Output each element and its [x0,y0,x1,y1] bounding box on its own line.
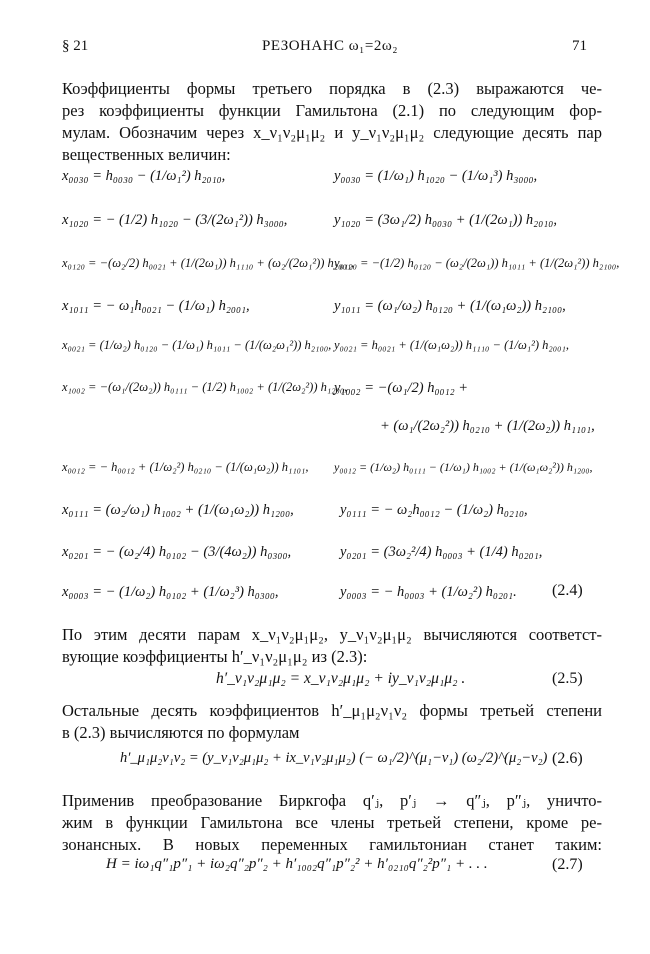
equation-2-5: h′_ν₁ν₂μ₁μ₂ = x_ν₁ν₂μ₁μ₂ + iy_ν₁ν₂μ₁μ₂ . [216,670,466,687]
equation-number-2-7: (2.7) [552,856,583,873]
equation-2-7: H = iω₁q″₁p″₁ + iω₂q″₂p″₂ + h′₁₀₀₂q″₁p″₂² + h′₀₂₁₀q″₂²p″₁ + . . . [106,856,488,872]
intro-paragraph [62,78,602,166]
equation-x0120: x₀₁₂₀ = −(ω₂/2) h₀₀₂₁ + (1/(2ω₁)) h₁₁₁₀ + (ω₂/(2ω₁²)) h₂₀₀₁, [62,256,355,270]
equation-number-2-4: (2.4) [552,582,583,599]
text-line: вещественных величин: [62,145,231,164]
equation-y1020: y₁₀₂₀ = (3ω₁/2) h₀₀₃₀ + (1/(2ω₁)) h₂₀₁₀, [334,212,557,228]
section-label: § 21 [62,38,89,54]
equation-y0003: y₀₀₀₃ = − h₀₀₀₃ + (1/ω₂²) h₀₂₀₁. [340,584,517,600]
equation-number-2-6: (2.6) [552,750,583,767]
text-line: мулам. Обозначим через x_ν₁ν₂μ₁μ₂ и y_ν₁ν₂μ₁μ₂ следующие десять пар [62,123,602,142]
equation-x0111: x₀₁₁₁ = (ω₂/ω₁) h₁₀₀₂ + (1/(ω₁ω₂)) h₁₂₀₀, [62,502,294,518]
text-line: рез коэффициенты функции Гамильтона (2.1) по следующим фор- [62,101,602,120]
equation-2-6: h′_μ₁μ₂ν₁ν₂ = (y_ν₁ν₂μ₁μ₂ + ix_ν₁ν₂μ₁μ₂) (− ω₁/2)^(μ₁−ν₁) (ω₂/2)^(μ₂−ν₂) [120,750,548,766]
equation-x1020: x₁₀₂₀ = − (1/2) h₁₀₂₀ − (3/(2ω₁²)) h₃₀₀₀, [62,212,288,228]
equation-x0030: x₀₀₃₀ = h₀₀₃₀ − (1/ω₁²) h₂₀₁₀, [62,168,226,184]
equation-x0021: x₀₀₂₁ = (1/ω₂) h₀₁₂₀ − (1/ω₁) h₁₀₁₁ − (1/(ω₂ω₁²)) h₂₁₀₀, [62,338,332,352]
equation-y0030: y₀₀₃₀ = (1/ω₁) h₁₀₂₀ − (1/ω₁³) h₃₀₀₀, [334,168,538,184]
text-line: жим в функции Гамильтона все члены третьей степени, кроме ре- [62,813,602,832]
equation-x0012: x₀₀₁₂ = − h₀₀₁₂ + (1/ω₂²) h₀₂₁₀ − (1/(ω₁ω₂)) h₁₁₀₁, [62,460,309,474]
text-line: Коэффициенты формы третьего порядка в (2.3) выражаются че- [62,79,602,98]
paragraph-3 [62,700,602,744]
equation-x0201: x₀₂₀₁ = − (ω₂/4) h₀₁₀₂ − (3/(4ω₂)) h₀₃₀₀, [62,544,292,560]
equation-y0201: y₀₂₀₁ = (3ω₂²/4) h₀₀₀₃ + (1/4) h₀₂₀₁, [340,544,543,560]
text-line: в (2.3) вычисляются по формулам [62,723,300,742]
text-line: вующие коэффициенты h′_ν₁ν₂μ₁μ₂ из (2.3): [62,647,368,666]
equation-y0120: y₀₁₂₀ = −(1/2) h₀₁₂₀ − (ω₂/(2ω₁)) h₁₀₁₁ + (1/(2ω₁²)) h₂₁₀₀, [334,256,620,270]
equation-y1002: y₁₀₀₂ = −(ω₁/2) h₀₀₁₂ + [334,380,469,396]
equation-x1011: x₁₀₁₁ = − ω₁h₀₀₂₁ − (1/ω₁) h₂₀₀₁, [62,298,250,314]
running-title: РЕЗОНАНС ω₁=2ω₂ [262,38,398,54]
page-number: 71 [572,38,587,54]
equation-x1002: x₁₀₀₂ = −(ω₁/(2ω₂)) h₀₁₁₁ − (1/2) h₁₀₀₂ + (1/(2ω₂²)) h₁₂₀₀, [62,380,348,394]
equation-y1011: y₁₀₁₁ = (ω₁/ω₂) h₀₁₂₀ + (1/(ω₁ω₂)) h₂₁₀₀, [334,298,566,314]
text-line: По этим десяти парам x_ν₁ν₂μ₁μ₂, y_ν₁ν₂μ₁μ₂ вычисляются соответст- [62,625,602,644]
paragraph-2 [62,624,602,668]
equation-number-2-5: (2.5) [552,670,583,687]
text-line: Применив преобразование Биркгофа q′ⱼ, p′ⱼ → q″ⱼ, p″ⱼ, уничто- [62,791,602,810]
paragraph-4 [62,790,602,856]
equation-x0003: x₀₀₀₃ = − (1/ω₂) h₀₁₀₂ + (1/ω₂³) h₀₃₀₀, [62,584,279,600]
text-line: зонансных. В новых переменных гамильтониан станет таким: [62,835,602,854]
equation-y1002-continued: + (ω₁/(2ω₂²)) h₀₂₁₀ + (1/(2ω₂)) h₁₁₀₁, [380,418,595,434]
equation-y0012: y₀₀₁₂ = (1/ω₂) h₀₁₁₁ − (1/ω₁) h₁₀₀₂ + (1/(ω₁ω₂²)) h₁₂₀₀, [334,460,593,474]
equation-y0111: y₀₁₁₁ = − ω₂h₀₀₁₂ − (1/ω₂) h₀₂₁₀, [340,502,528,518]
equation-y0021: y₀₀₂₁ = h₀₀₂₁ + (1/(ω₁ω₂)) h₁₁₁₀ − (1/ω₁²) h₂₀₀₁, [334,338,569,352]
text-line: Остальные десять коэффициентов h′_μ₁μ₂ν₁ν₂ формы третьей степени [62,701,602,720]
